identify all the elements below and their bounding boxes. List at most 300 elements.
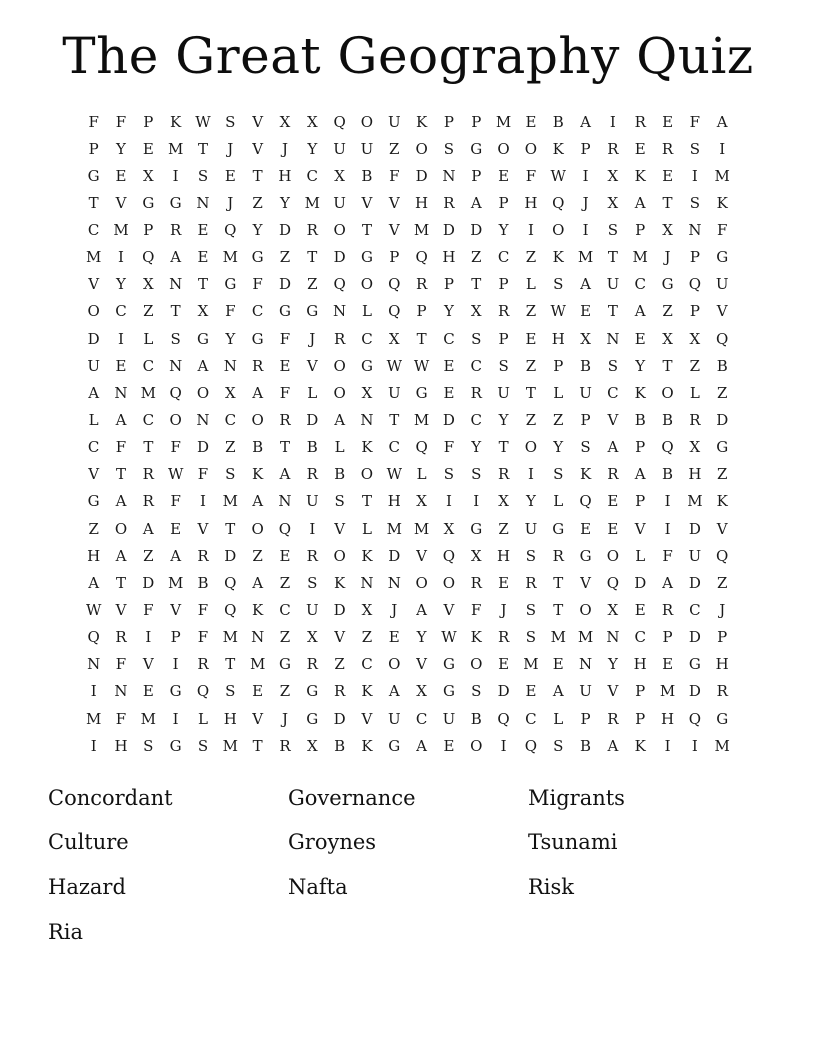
grid-letter: M [140,383,156,402]
grid-letter: M [222,248,238,267]
grid-letter: A [580,275,591,294]
grid-letter: C [388,438,401,457]
grid-letter: C [689,601,701,620]
grid-letter: C [87,438,100,457]
grid-letter: F [170,492,181,511]
grid-letter: C [607,383,619,402]
grid-letter: E [115,166,127,185]
grid-row [80,326,736,353]
grid-letter: P [88,139,99,158]
grid-letter: B [361,166,373,185]
grid-letter: E [170,519,182,538]
grid-letter: A [716,112,728,131]
grid-letter: E [525,682,537,701]
grid-letter: P [416,302,427,321]
grid-letter: H [524,193,538,212]
grid-letter: O [333,221,346,240]
grid-letter: M [687,492,703,511]
grid-letter: A [88,573,100,592]
grid-letter: V [252,112,264,131]
grid-letter: E [279,546,291,565]
grid-letter: R [306,655,318,674]
grid-letter: C [415,709,428,728]
word-list-item: Groynes [288,830,377,855]
grid-letter: R [306,465,318,484]
grid-letter: V [252,709,264,728]
grid-letter: D [333,601,346,620]
grid-letter: X [662,329,673,348]
grid-row [80,190,736,217]
grid-row [80,651,736,678]
grid-letter: Q [688,709,702,728]
grid-letter: O [470,736,483,755]
grid-letter: P [717,628,728,647]
grid-letter: G [470,139,483,158]
grid-letter: R [716,682,728,701]
grid-letter: R [251,356,264,375]
grid-letter: F [197,601,209,620]
grid-letter: F [170,438,181,457]
grid-letter: R [497,628,510,647]
grid-letter: R [470,573,482,592]
grid-letter: B [716,356,728,375]
grid-letter: S [471,682,482,701]
grid-letter: F [197,465,209,484]
grid-letter: J [719,601,726,620]
grid-letter: P [689,248,700,267]
grid-letter: R [170,221,182,240]
grid-letter: C [142,411,155,430]
grid-letter: J [664,248,671,267]
grid-letter: O [251,411,264,430]
grid-letter: M [413,411,430,430]
grid-letter: G [470,519,483,538]
grid-letter: A [88,383,100,402]
grid-letter: E [197,221,209,240]
grid-letter: Y [553,438,564,457]
grid-letter: M [85,709,102,728]
grid-letter: L [88,411,99,430]
grid-letter: O [415,573,428,592]
grid-letter: T [498,438,509,457]
grid-letter: Z [525,248,537,267]
grid-letter: G [306,682,319,701]
grid-letter: E [580,302,592,321]
grid-letter: D [470,221,483,240]
grid-letter: R [443,193,455,212]
grid-letter: C [115,302,127,321]
grid-letter: B [552,112,564,131]
grid-letter: F [279,383,291,402]
grid-row [80,461,736,488]
grid-letter: U [387,709,401,728]
grid-letter: I [719,139,726,158]
grid-letter: P [635,709,646,728]
grid-letter: X [142,275,154,294]
grid-letter: X [197,302,209,321]
grid-letter: G [251,329,264,348]
grid-letter: A [115,546,127,565]
grid-letter: R [142,492,154,511]
grid-letter: V [716,519,728,538]
grid-letter: J [281,139,288,158]
grid-letter: F [471,601,482,620]
grid-letter: U [579,682,592,701]
grid-letter: V [197,519,209,538]
grid-letter: K [170,112,182,131]
grid-letter: X [361,383,373,402]
grid-letter: T [225,519,236,538]
grid-letter: I [90,736,97,755]
grid-letter: H [114,736,128,755]
word-list-item: Governance [288,785,416,810]
grid-letter: I [664,736,671,755]
grid-letter: I [664,492,671,511]
grid-letter: L [553,492,564,511]
grid-letter: T [553,573,564,592]
grid-letter: R [661,601,674,620]
grid-letter: K [361,682,373,701]
grid-letter: U [442,709,456,728]
grid-letter: C [497,248,510,267]
grid-letter: V [334,628,346,647]
grid-letter: H [497,546,511,565]
grid-letter: T [662,356,673,375]
grid-letter: P [635,438,646,457]
grid-letter: N [114,682,128,701]
grid-letter: M [495,112,512,131]
grid-letter: J [227,139,234,158]
grid-letter: T [607,248,618,267]
word-list-column [288,776,528,954]
grid-letter: L [525,275,536,294]
grid-letter: O [114,519,128,538]
grid-letter: S [471,329,482,348]
grid-letter: Y [607,655,618,674]
grid-letter: N [87,655,101,674]
grid-letter: H [87,546,101,565]
grid-letter: C [634,275,646,294]
grid-letter: D [442,411,455,430]
grid-letter: E [607,519,619,538]
grid-letter: U [360,139,374,158]
grid-letter: A [170,546,182,565]
grid-letter: C [634,628,646,647]
grid-letter: O [579,601,592,620]
grid-letter: E [662,166,674,185]
grid-letter: R [197,546,209,565]
grid-letter: V [88,275,100,294]
grid-letter: L [334,438,345,457]
grid-letter: X [607,166,619,185]
grid-letter: D [388,546,401,565]
grid-letter: P [662,628,673,647]
grid-letter: Z [143,546,154,565]
grid-letter: U [333,139,346,158]
grid-letter: A [470,193,482,212]
grid-letter: Q [442,546,456,565]
grid-letter: F [689,112,701,131]
grid-letter: X [416,682,427,701]
grid-letter: I [527,465,534,484]
grid-letter: R [607,465,619,484]
grid-letter: B [580,736,592,755]
grid-letter: M [413,221,430,240]
grid-letter: E [498,655,510,674]
grid-letter: Q [661,438,674,457]
grid-letter: N [442,166,456,185]
grid-letter: R [279,736,291,755]
grid-letter: G [688,655,701,674]
grid-letter: O [606,546,620,565]
grid-letter: O [552,221,565,240]
grid-letter: T [361,221,372,240]
grid-letter: F [717,221,728,240]
grid-letter: H [715,655,729,674]
grid-letter: I [664,519,671,538]
grid-letter: M [167,139,184,158]
grid-letter: N [606,628,620,647]
grid-letter: G [278,655,291,674]
grid-letter: Q [169,383,182,402]
grid-letter: I [527,221,534,240]
grid-letter: E [197,248,209,267]
grid-letter: A [142,519,154,538]
grid-letter: C [361,655,373,674]
grid-letter: G [716,438,729,457]
grid-letter: Y [116,275,126,294]
grid-letter: C [443,329,455,348]
grid-letter: P [635,682,646,701]
grid-letter: S [225,465,236,484]
grid-row [80,706,736,733]
grid-letter: C [142,356,155,375]
grid-letter: Q [278,519,292,538]
grid-letter: M [222,736,238,755]
grid-letter: F [525,166,537,185]
grid-letter: G [360,356,373,375]
grid-letter: X [662,221,673,240]
grid-row [80,516,736,543]
grid-letter: Z [252,546,263,565]
word-list [0,776,816,954]
grid-letter: O [524,139,538,158]
grid-letter: E [498,166,510,185]
grid-letter: E [142,139,154,158]
grid-row [80,570,736,597]
grid-letter: G [224,275,237,294]
grid-letter: X [470,546,482,565]
grid-letter: P [635,221,646,240]
grid-letter: S [443,465,455,484]
grid-letter: V [306,356,318,375]
grid-letter: E [552,655,564,674]
grid-letter: N [251,628,265,647]
grid-letter: W [386,356,402,375]
grid-letter: N [169,356,183,375]
grid-letter: P [580,411,591,430]
grid-letter: S [170,329,181,348]
grid-letter: I [473,492,480,511]
grid-letter: C [525,709,537,728]
grid-letter: C [251,302,264,321]
word-list-item: Migrants [528,785,625,810]
grid-letter: Y [225,329,236,348]
grid-row [80,217,736,244]
grid-letter: H [415,193,429,212]
grid-letter: L [553,709,564,728]
grid-letter: K [716,193,728,212]
grid-letter: G [415,383,428,402]
grid-letter: Q [415,438,428,457]
grid-letter: G [442,682,455,701]
grid-letter: I [445,492,452,511]
grid-letter: T [525,383,536,402]
grid-row [80,353,736,380]
grid-letter: E [498,573,510,592]
grid-letter: Q [524,736,538,755]
grid-letter: M [85,248,102,267]
grid-letter: O [388,655,401,674]
grid-letter: A [388,682,400,701]
grid-letter: B [197,573,209,592]
grid-letter: C [87,221,100,240]
grid-letter: K [361,438,373,457]
grid-letter: W [413,356,430,375]
grid-letter: T [471,275,482,294]
grid-letter: Q [388,275,401,294]
grid-letter: T [252,166,263,185]
grid-letter: O [360,465,374,484]
word-list-column [528,776,768,954]
grid-row [80,543,736,570]
grid-letter: H [223,709,237,728]
grid-letter: O [333,546,346,565]
grid-row [80,624,736,651]
grid-letter: B [334,736,346,755]
grid-letter: O [661,383,674,402]
grid-letter: Z [279,628,291,647]
grid-letter: G [661,275,674,294]
grid-letter: S [553,465,564,484]
grid-letter: A [607,736,619,755]
grid-letter: N [278,492,292,511]
grid-letter: X [334,166,345,185]
grid-letter: F [225,302,236,321]
grid-letter: R [197,655,209,674]
grid-letter: D [224,546,237,565]
grid-row [80,244,736,271]
grid-letter: K [552,139,564,158]
grid-letter: Q [142,248,155,267]
grid-letter: X [498,492,509,511]
grid-letter: I [172,655,179,674]
grid-letter: G [87,166,100,185]
grid-letter: A [634,465,646,484]
grid-letter: Z [279,682,291,701]
grid-letter: V [580,573,591,592]
grid-letter: X [416,492,427,511]
grid-letter: D [196,438,209,457]
grid-letter: B [662,411,674,430]
grid-letter: D [415,166,428,185]
grid-letter: F [115,709,127,728]
grid-letter: W [441,628,457,647]
grid-letter: D [688,573,701,592]
grid-letter: F [88,112,99,131]
grid-letter: R [333,682,346,701]
grid-letter: T [197,139,208,158]
grid-letter: S [607,356,619,375]
grid-letter: B [580,356,592,375]
grid-letter: W [386,465,402,484]
grid-letter: D [278,275,291,294]
grid-letter: D [278,221,291,240]
grid-letter: V [388,221,400,240]
grid-letter: T [88,193,99,212]
grid-letter: S [197,166,209,185]
grid-letter: Q [716,329,729,348]
grid-letter: T [307,248,318,267]
grid-letter: D [142,573,155,592]
grid-letter: Q [87,628,100,647]
grid-letter: Q [224,601,237,620]
grid-letter: E [443,736,455,755]
grid-letter: O [442,573,456,592]
grid-letter: E [634,329,646,348]
grid-letter: C [306,166,319,185]
grid-letter: N [114,383,128,402]
grid-letter: G [142,193,155,212]
grid-letter: D [688,628,701,647]
word-list-item: Tsunami [528,830,618,855]
grid-letter: R [470,383,482,402]
grid-letter: P [143,112,154,131]
grid-letter: Q [224,573,237,592]
grid-letter: A [416,601,428,620]
grid-letter: J [500,601,507,620]
grid-letter: A [170,248,182,267]
grid-letter: F [115,112,127,131]
grid-letter: X [689,329,701,348]
grid-letter: U [688,546,702,565]
grid-letter: T [553,601,564,620]
grid-letter: I [609,112,616,131]
grid-letter: J [582,193,589,212]
grid-letter: A [552,682,564,701]
grid-letter: E [443,383,455,402]
grid-letter: W [167,465,184,484]
grid-letter: F [252,275,263,294]
grid-letter: V [142,655,154,674]
grid-letter: P [689,302,700,321]
grid-letter: S [553,736,564,755]
grid-letter: Y [116,139,126,158]
grid-letter: X [607,601,619,620]
grid-letter: I [582,221,589,240]
grid-letter: Z [662,302,673,321]
grid-letter: D [634,573,647,592]
grid-letter: V [388,193,400,212]
grid-letter: F [279,329,291,348]
grid-letter: C [470,356,482,375]
grid-letter: Y [252,221,263,240]
grid-letter: M [714,166,730,185]
grid-letter: P [389,248,400,267]
grid-letter: J [281,709,288,728]
grid-letter: T [170,302,181,321]
grid-letter: R [661,139,674,158]
